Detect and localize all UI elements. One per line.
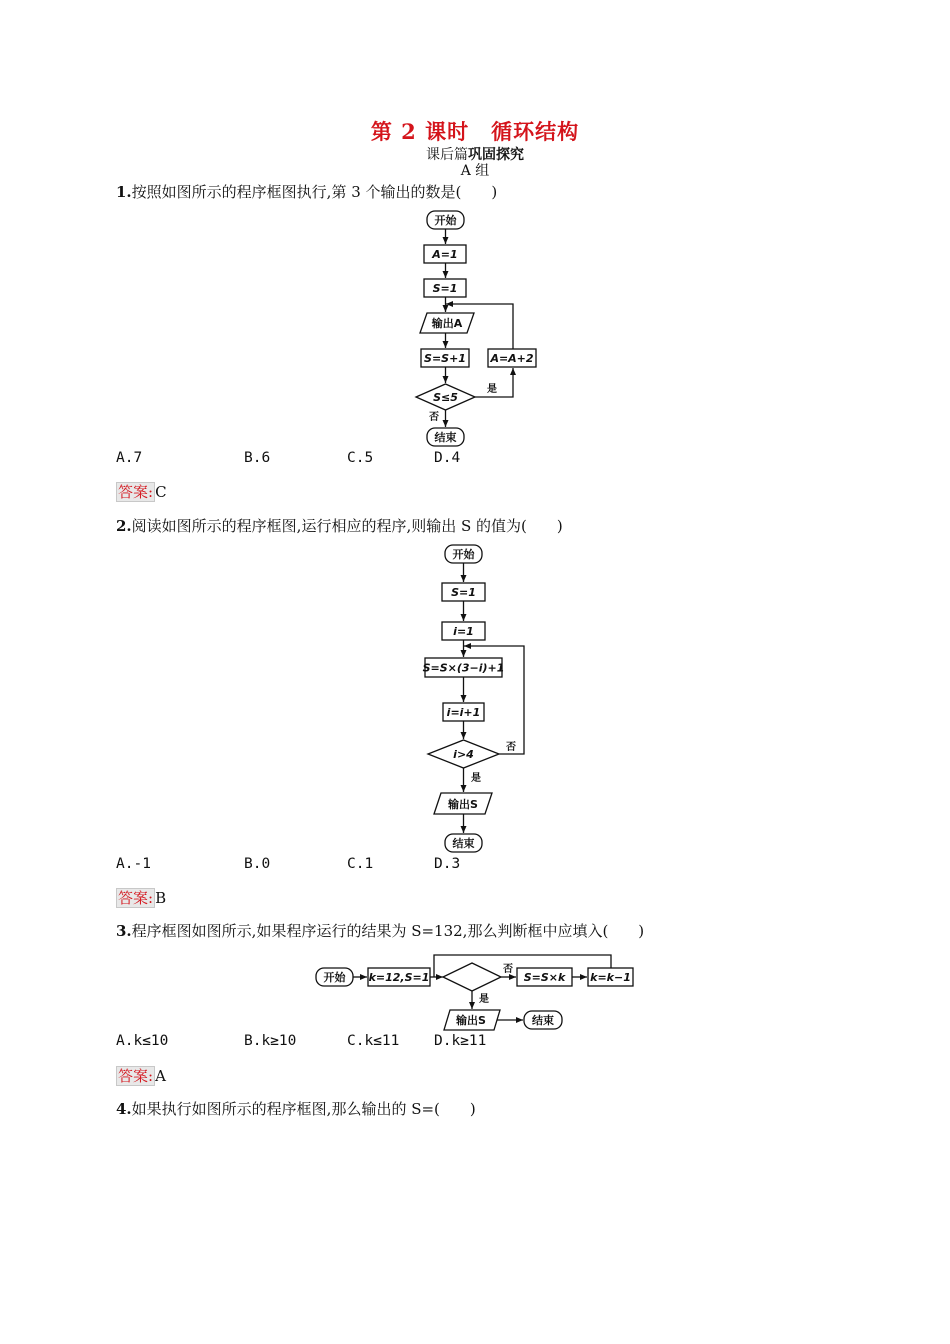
question-4: 4.如果执行如图所示的程序框图,那么输出的 S=( )	[116, 1100, 476, 1118]
fc3-node-dec-label: k=k−1	[590, 971, 631, 984]
fc1-condition-label: S≤5	[433, 391, 458, 404]
fc1-node-inc-label: S=S+1	[424, 352, 466, 365]
fc1-node-a1-label: A=1	[432, 248, 458, 261]
flowchart-3	[316, 955, 633, 1030]
question-2: 2.阅读如图所示的程序框图,运行相应的程序,则输出 S 的值为( )	[116, 517, 563, 535]
fc3-yes-label: 是	[479, 994, 489, 1005]
fc2-node-formula-label: S=S×(3−i)+1	[422, 661, 505, 675]
q1-option-b: B.6	[244, 450, 271, 466]
fc1-yes-label: 是	[487, 384, 497, 395]
question-1: 1.按照如图所示的程序框图执行,第 3 个输出的数是( )	[116, 183, 498, 201]
question-3: 3.程序框图如图所示,如果程序运行的结果为 S=132,那么判断框中应填入( )	[116, 922, 645, 940]
q3-option-a: A.k≤10	[116, 1033, 169, 1049]
q2-option-a: A.-1	[116, 856, 151, 872]
q3-option-d: D.k≥11	[434, 1033, 487, 1049]
fc3-start-label: 开始	[323, 971, 346, 984]
fc2-node-i1-label: i=1	[453, 625, 474, 638]
fc2-no-label: 否	[506, 742, 516, 753]
q2-option-d: D.3	[434, 856, 461, 872]
q2-option-b: B.0	[244, 856, 271, 872]
fc1-node-loop-label: A=A+2	[490, 352, 534, 365]
section-subtitle: 课后篇巩固探究	[426, 147, 524, 163]
q3-option-c: C.k≤11	[347, 1033, 400, 1049]
flowchart-1	[416, 211, 536, 446]
fc1-output-label: 输出A	[431, 317, 463, 330]
fc3-no-label: 否	[503, 964, 513, 975]
fc2-start-label: 开始	[452, 548, 475, 561]
q2-answer: 答案: B	[118, 889, 167, 907]
fc3-node-init-label: k=12,S=1	[368, 971, 430, 984]
q2-option-c: C.1	[347, 856, 374, 872]
flowchart-2	[423, 545, 524, 852]
fc3-condition	[443, 963, 501, 991]
fc2-yes-label: 是	[471, 773, 481, 784]
fc2-end-label: 结束	[452, 837, 475, 850]
q3-answer: 答案: A	[118, 1067, 166, 1085]
fc2-condition-label: i>4	[453, 748, 474, 761]
fc1-no-label: 否	[429, 412, 439, 423]
q1-option-d: D.4	[434, 450, 461, 466]
q1-answer: 答案: C	[118, 483, 167, 501]
fc1-end-label: 结束	[434, 431, 457, 444]
fc2-output-label: 输出S	[448, 798, 478, 811]
fc1-node-s1-label: S=1	[432, 282, 458, 295]
fc3-node-mult-label: S=S×k	[523, 971, 566, 984]
q1-option-a: A.7	[116, 450, 143, 466]
fc2-node-inc-label: i=i+1	[446, 706, 481, 719]
fc3-end-label: 结束	[532, 1014, 554, 1027]
fc1-start-label: 开始	[434, 214, 457, 227]
fc2-node-s1-label: S=1	[451, 586, 476, 599]
q1-option-c: C.5	[347, 450, 374, 466]
fc3-output-label: 输出S	[456, 1014, 486, 1027]
group-label: A 组	[460, 163, 490, 179]
q3-option-b: B.k≥10	[244, 1033, 297, 1049]
page-title: 第 2 课时 循环结构	[370, 119, 580, 144]
